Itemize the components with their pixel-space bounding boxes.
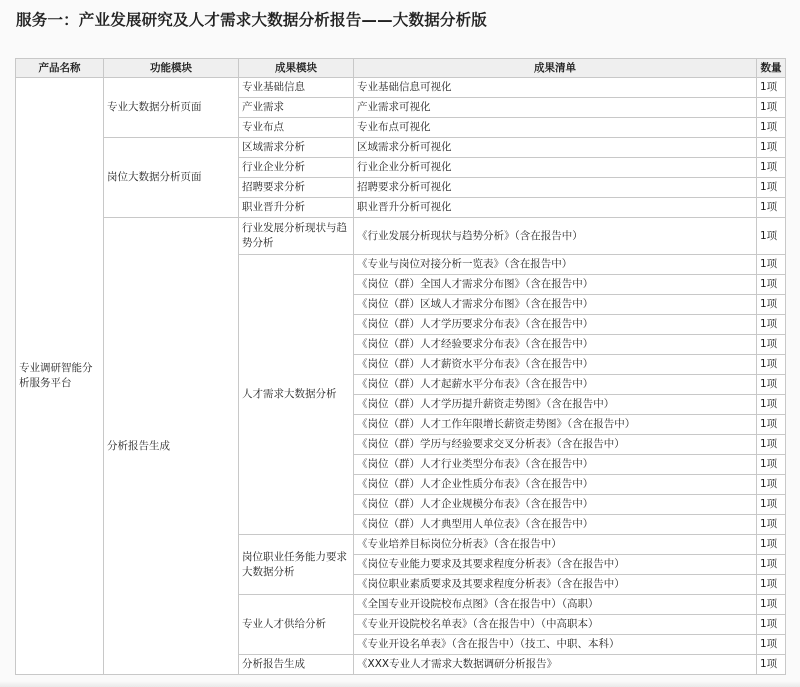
result-item-cell: 区域需求分析可视化 [354, 138, 757, 158]
result-item-cell: 《行业发展分析现状与趋势分析》（含在报告中） [354, 218, 757, 255]
result-item-cell: 专业布点可视化 [354, 118, 757, 138]
quantity-cell: 1项 [757, 375, 786, 395]
quantity-cell: 1项 [757, 178, 786, 198]
result-item-cell: 《岗位（群）人才经验要求分布表》（含在报告中） [354, 335, 757, 355]
table-row [16, 78, 786, 98]
result-item-cell: 《岗位（群）人才典型用人单位表》（含在报告中） [354, 515, 757, 535]
result-item-cell: 《岗位（群）人才行业类型分布表》（含在报告中） [354, 455, 757, 475]
quantity-cell: 1项 [757, 158, 786, 178]
quantity-cell: 1项 [757, 415, 786, 435]
function-module-cell: 分析报告生成 [104, 218, 239, 675]
quantity-cell: 1项 [757, 198, 786, 218]
page-title: 服务一：产业发展研究及人才需求大数据分析报告——大数据分析版 [16, 11, 488, 29]
quantity-cell: 1项 [757, 138, 786, 158]
results-table [15, 58, 786, 675]
header-result-module: 成果模块 [239, 59, 354, 78]
result-module-cell: 行业企业分析 [239, 158, 354, 178]
result-module-cell: 产业需求 [239, 98, 354, 118]
result-module-cell: 专业人才供给分析 [239, 595, 354, 655]
quantity-cell: 1项 [757, 655, 786, 675]
result-item-cell: 《岗位（群）人才学历要求分布表》（含在报告中） [354, 315, 757, 335]
quantity-cell: 1项 [757, 555, 786, 575]
result-item-cell: 《岗位（群）全国人才需求分布图》（含在报告中） [354, 275, 757, 295]
result-item-cell: 《岗位（群）人才薪资水平分布表》（含在报告中） [354, 355, 757, 375]
result-item-cell: 专业基础信息可视化 [354, 78, 757, 98]
quantity-cell: 1项 [757, 315, 786, 335]
result-item-cell: 《岗位（群）人才企业性质分布表》（含在报告中） [354, 475, 757, 495]
header-result-list: 成果清单 [354, 59, 757, 78]
quantity-cell: 1项 [757, 575, 786, 595]
function-module-cell: 专业大数据分析页面 [104, 78, 239, 138]
result-item-cell: 《XXX专业人才需求大数据调研分析报告》 [354, 655, 757, 675]
table-header-row [16, 59, 786, 78]
result-module-cell: 岗位职业任务能力要求大数据分析 [239, 535, 354, 595]
result-module-cell: 招聘要求分析 [239, 178, 354, 198]
result-module-cell: 职业晋升分析 [239, 198, 354, 218]
header-product-name: 产品名称 [16, 59, 104, 78]
header-quantity: 数量 [757, 59, 786, 78]
result-item-cell: 《岗位（群）人才学历提升薪资走势图》（含在报告中） [354, 395, 757, 415]
function-module-cell: 岗位大数据分析页面 [104, 138, 239, 218]
header-function-module: 功能模块 [104, 59, 239, 78]
quantity-cell: 1项 [757, 118, 786, 138]
quantity-cell: 1项 [757, 595, 786, 615]
result-item-cell: 《岗位专业能力要求及其要求程度分析表》（含在报告中） [354, 555, 757, 575]
result-item-cell: 《岗位（群）人才起薪水平分布表》（含在报告中） [354, 375, 757, 395]
quantity-cell: 1项 [757, 515, 786, 535]
quantity-cell: 1项 [757, 475, 786, 495]
table-row [16, 218, 786, 255]
result-item-cell: 《专业开设名单表》（含在报告中）（技工、中职、本科） [354, 635, 757, 655]
result-item-cell: 《专业开设院校名单表》（含在报告中）（中高职本） [354, 615, 757, 635]
result-module-cell: 专业基础信息 [239, 78, 354, 98]
result-item-cell: 招聘要求分析可视化 [354, 178, 757, 198]
result-item-cell: 产业需求可视化 [354, 98, 757, 118]
result-module-cell: 人才需求大数据分析 [239, 255, 354, 535]
table-row [16, 138, 786, 158]
result-item-cell: 《岗位（群）区域人才需求分布图》（含在报告中） [354, 295, 757, 315]
quantity-cell: 1项 [757, 395, 786, 415]
quantity-cell: 1项 [757, 495, 786, 515]
quantity-cell: 1项 [757, 255, 786, 275]
result-item-cell: 《专业培养目标岗位分析表》（含在报告中） [354, 535, 757, 555]
quantity-cell: 1项 [757, 435, 786, 455]
result-item-cell: 《岗位（群）学历与经验要求交叉分析表》（含在报告中） [354, 435, 757, 455]
quantity-cell: 1项 [757, 355, 786, 375]
quantity-cell: 1项 [757, 635, 786, 655]
page-bottom-edge [0, 681, 800, 687]
quantity-cell: 1项 [757, 78, 786, 98]
quantity-cell: 1项 [757, 295, 786, 315]
result-item-cell: 行业企业分析可视化 [354, 158, 757, 178]
quantity-cell: 1项 [757, 275, 786, 295]
quantity-cell: 1项 [757, 455, 786, 475]
quantity-cell: 1项 [757, 615, 786, 635]
quantity-cell: 1项 [757, 335, 786, 355]
result-module-cell: 行业发展分析现状与趋势分析 [239, 218, 354, 255]
result-item-cell: 《专业与岗位对接分析一览表》（含在报告中） [354, 255, 757, 275]
result-module-cell: 区域需求分析 [239, 138, 354, 158]
result-item-cell: 职业晋升分析可视化 [354, 198, 757, 218]
result-item-cell: 《全国专业开设院校布点图》（含在报告中）（高职） [354, 595, 757, 615]
result-item-cell: 《岗位（群）人才企业规模分布表》（含在报告中） [354, 495, 757, 515]
quantity-cell: 1项 [757, 535, 786, 555]
quantity-cell: 1项 [757, 98, 786, 118]
result-item-cell: 《岗位职业素质要求及其要求程度分析表》（含在报告中） [354, 575, 757, 595]
quantity-cell: 1项 [757, 218, 786, 255]
product-name-cell: 专业调研智能分析服务平台 [16, 78, 104, 675]
result-item-cell: 《岗位（群）人才工作年限增长薪资走势图》（含在报告中） [354, 415, 757, 435]
result-module-cell: 专业布点 [239, 118, 354, 138]
result-module-cell: 分析报告生成 [239, 655, 354, 675]
